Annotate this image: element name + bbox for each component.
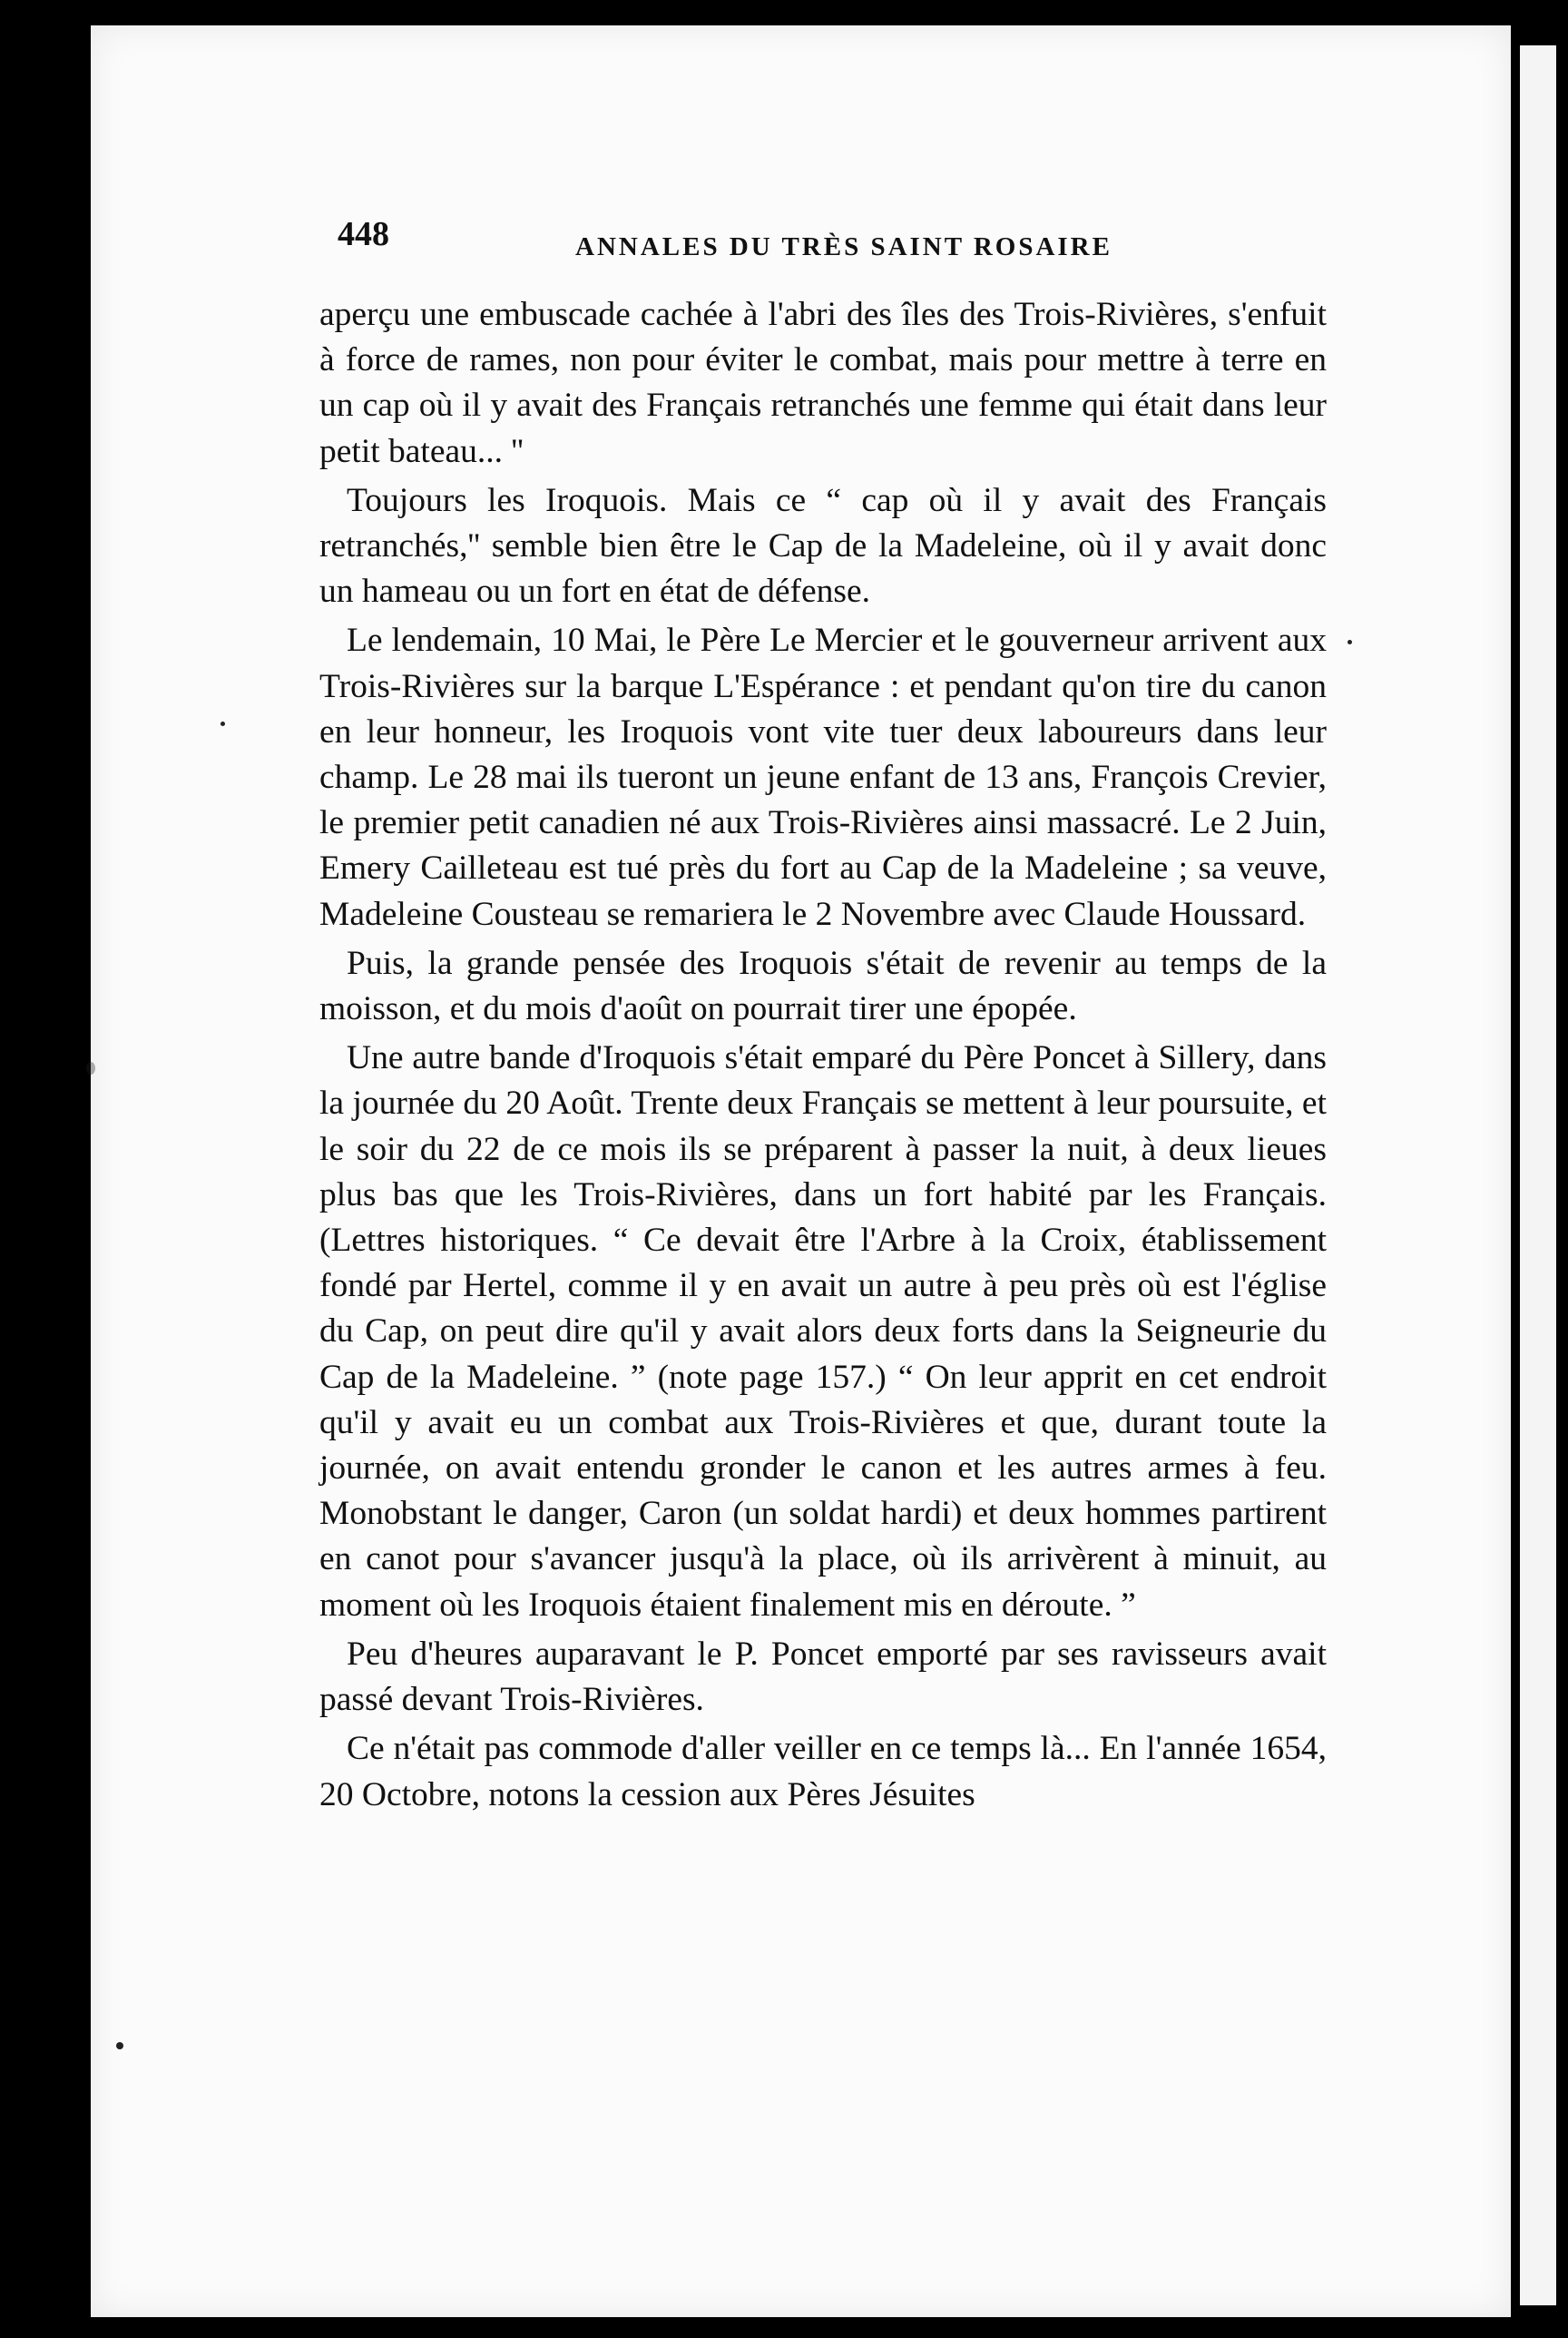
paragraph: Peu d'heures auparavant le P. Poncet emporté par ses ravisseurs avait passé devant Trois-Rivières.: [319, 1635, 1327, 1719]
paragraph: Une autre bande d'Iroquois s'était emparé du Père Poncet à Sillery, dans la journée du 20 Août. Trente deux Français se mettent à leur poursuite, et le soir du 22 de ce mois ils se préparent à passer la nuit, à deux lieues plus bas que les Trois-Rivières, dans un fort habité par les Français. (Lettres historiques. “ Ce devait être l'Arbre à la Croix, établissement fondé par Hertel, comme il y en avait un autre à peu près où est l'église du Cap, on peut dire qu'il y avait alors deux forts dans la Seigneurie du Cap de la Madeleine. ” (note page 157.) “ On leur apprit en cet endroit qu'il y avait eu un combat aux Trois-Rivières et que, durant toute la journée, on avait entendu gronder le canon et les autres armes à feu. Monobstant le danger, Caron (un soldat hardi) et deux hommes partirent en canot pour s'avancer jusqu'à la place, où ils arrivèrent à minuit, au moment où les Iroquois étaient finalement mis en déroute. ”: [319, 1039, 1327, 1624]
page-header: [338, 214, 1345, 269]
paragraph: Toujours les Iroquois. Mais ce “ cap où il y avait des Français retranchés,'' semble bien être le Cap de la Madeleine, où il y avait donc un hameau ou un fort en état de défense.: [319, 481, 1327, 611]
page-number: 448: [338, 215, 389, 253]
paragraph: aperçu une embuscade cachée à l'abri des îles des Trois-Rivières, s'enfuit à force de rames, non pour éviter le combat, mais pour mettre à terre en un cap où il y avait des Français retranchés une femme qui était dans leur petit bateau... '': [319, 296, 1327, 470]
body-text: [319, 292, 1327, 1818]
paragraph: Le lendemain, 10 Mai, le Père Le Mercier et le gouverneur arrivent aux Trois-Rivières sur la barque L'Espérance : et pendant qu'on tire du canon en leur honneur, les Iroquois vont vite tuer deux laboureurs dans leur champ. Le 28 mai ils tueront un jeune enfant de 13 ans, François Crevier, le premier petit canadien né aux Trois-Rivières ainsi massacré. Le 2 Juin, Emery Cailleteau est tué près du fort au Cap de la Madeleine ; sa veuve, Madeleine Cousteau se remariera le 2 Novembre avec Claude Houssard.: [319, 622, 1327, 933]
scan-speck: [1348, 640, 1352, 644]
paragraph: Puis, la grande pensée des Iroquois s'était de revenir au temps de la moisson, et du mois d'août on pourrait tirer une épopée.: [319, 944, 1327, 1028]
scan-speck: [86, 1062, 95, 1075]
scan-speck: [116, 2042, 123, 2049]
paragraph: Ce n'était pas commode d'aller veiller en ce temps là... En l'année 1654, 20 Octobre, notons la cession aux Pères Jésuites: [319, 1730, 1327, 1813]
running-title: ANNALES DU TRÈS SAINT ROSAIRE: [575, 232, 1112, 261]
scan-speck: [220, 722, 225, 726]
adjacent-page-edge: [1520, 45, 1556, 2305]
